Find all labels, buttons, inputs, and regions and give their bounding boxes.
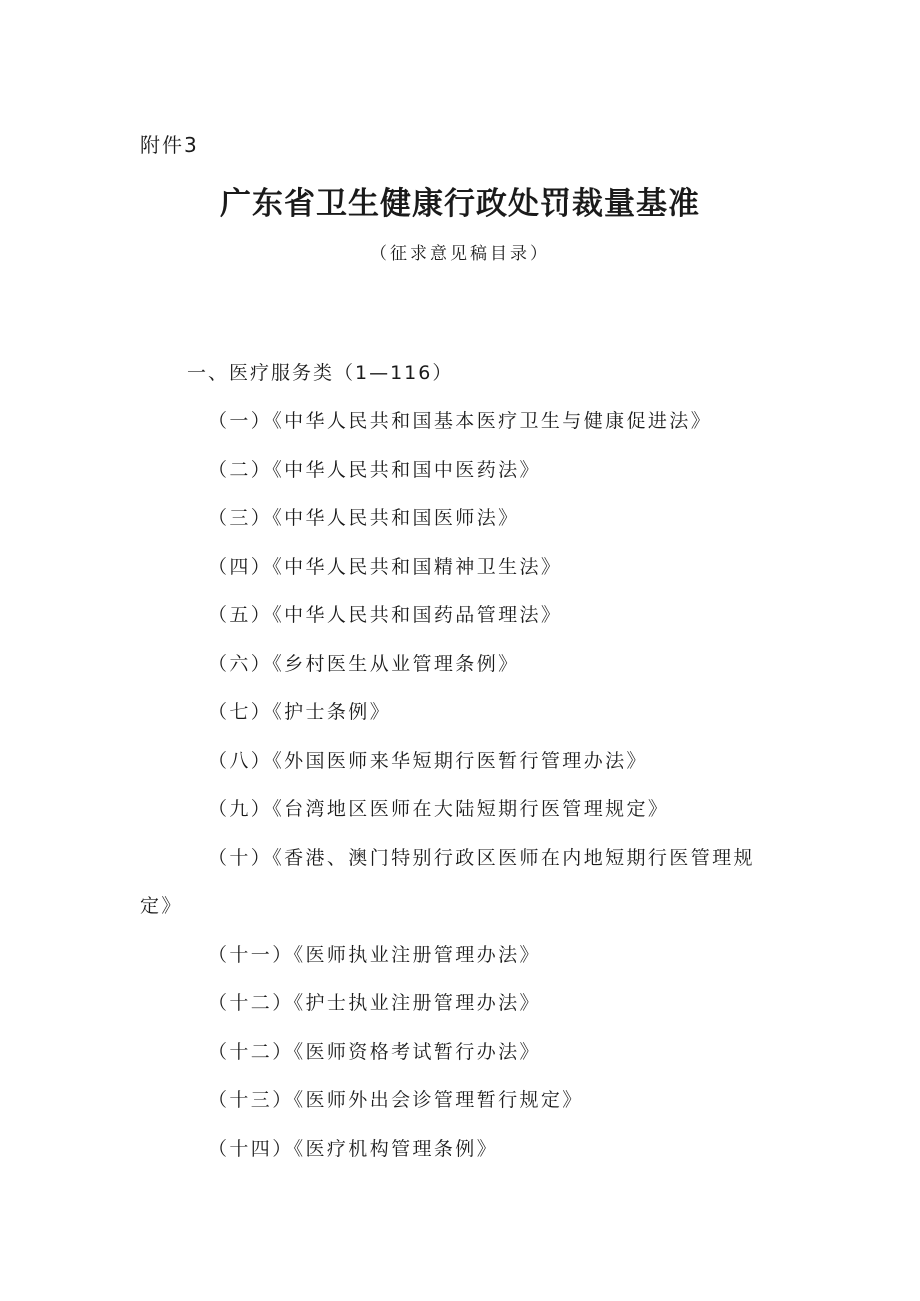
attachment-label: 附件3 [140,133,199,157]
toc-item: （十三）《医师外出会诊管理暂行规定》 [208,1089,584,1111]
toc-item: （十二）《医师资格考试暂行办法》 [208,1040,541,1063]
toc-item: （九）《台湾地区医师在大陆短期行医管理规定》 [208,798,670,820]
toc-item: （十二）《护士执业注册管理办法》 [208,992,541,1014]
toc-item: （六）《乡村医生从业管理条例》 [208,652,520,675]
section-heading: 一、医疗服务类（1—116） [187,362,454,384]
toc-item-line1: （十）《香港、澳门特别行政区医师在内地短期行医管理规 [208,846,755,869]
toc-item: （七）《护士条例》 [208,701,392,723]
toc-item: （五）《中华人民共和国药品管理法》 [208,604,563,626]
document-title: 广东省卫生健康行政处罚裁量基准 [220,186,700,222]
toc-item: （八）《外国医师来华短期行医暂行管理办法》 [208,749,648,772]
toc-item: （二）《中华人民共和国中医药法》 [208,458,541,481]
toc-item: （十四）《医疗机构管理条例》 [208,1137,499,1160]
toc-item-line2: 定》 [140,894,183,917]
table-of-contents [0,406,920,1182]
toc-item: （一）《中华人民共和国基本医疗卫生与健康促进法》 [208,410,713,432]
toc-item: （十一）《医师执业注册管理办法》 [208,943,541,966]
toc-item: （四）《中华人民共和国精神卫生法》 [208,555,563,578]
toc-item [0,843,920,940]
document-subtitle: （征求意见稿目录） [370,244,550,264]
toc-item: （三）《中华人民共和国医师法》 [208,507,520,529]
